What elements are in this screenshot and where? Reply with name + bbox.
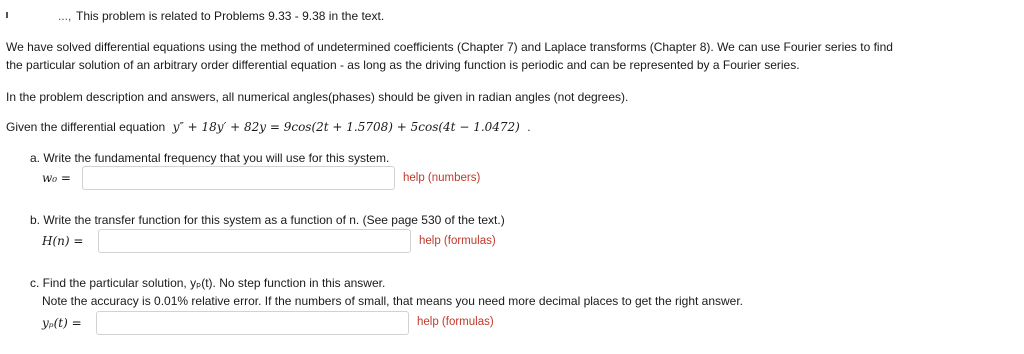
problem-reference: This problem is related to Problems 9.33 - 9.38 in the text.: [76, 9, 385, 23]
part-a-question: a. Write the fundamental frequency that you will use for this system.: [30, 151, 390, 165]
part-c-accuracy-note: Note the accuracy is 0.01% relative error. If the numbers of small, that means you need more decimal places to get the right answer.: [42, 294, 744, 308]
corner-mark: [6, 12, 8, 18]
transfer-function-input[interactable]: [98, 229, 411, 253]
part-a-help-link[interactable]: help (numbers): [403, 172, 481, 184]
part-c-help-link[interactable]: help (formulas): [417, 316, 494, 328]
differential-equation: y″ + 18y′ + 82y = 9cos(2t + 1.5708) + 5cos(4t − 1.0472): [172, 120, 520, 134]
part-b-question: b. Write the transfer function for this system as a function of n. (See page 530 of the text.): [30, 213, 505, 227]
given-prefix: Given the differential equation: [6, 120, 166, 134]
part-b-label: H(n) =: [42, 234, 84, 248]
part-c-question: c. Find the particular solution, yₚ(t). No step function in this answer.: [30, 276, 386, 290]
intro-line-2: the particular solution of an arbitrary order differential equation - as long as the driving function is periodic and can be represented by a Fourier series.: [6, 58, 800, 72]
part-c-label: yₚ(t) =: [42, 316, 82, 330]
part-b-help-link[interactable]: help (formulas): [419, 235, 496, 247]
particular-solution-input[interactable]: [96, 311, 409, 335]
header-prefix: ...,: [58, 9, 72, 23]
given-suffix: .: [527, 120, 531, 134]
radian-note: In the problem description and answers, all numerical angles(phases) should be given in radian angles (not degrees).: [6, 90, 629, 104]
fundamental-frequency-input[interactable]: [82, 166, 395, 190]
given-statement: [6, 120, 531, 134]
intro-line-1: We have solved differential equations using the method of undetermined coefficients (Chapter 7) and Laplace transforms (Chapter 8). We can use Fourier series to find: [6, 40, 893, 54]
part-a-label: w₀ =: [42, 171, 71, 185]
